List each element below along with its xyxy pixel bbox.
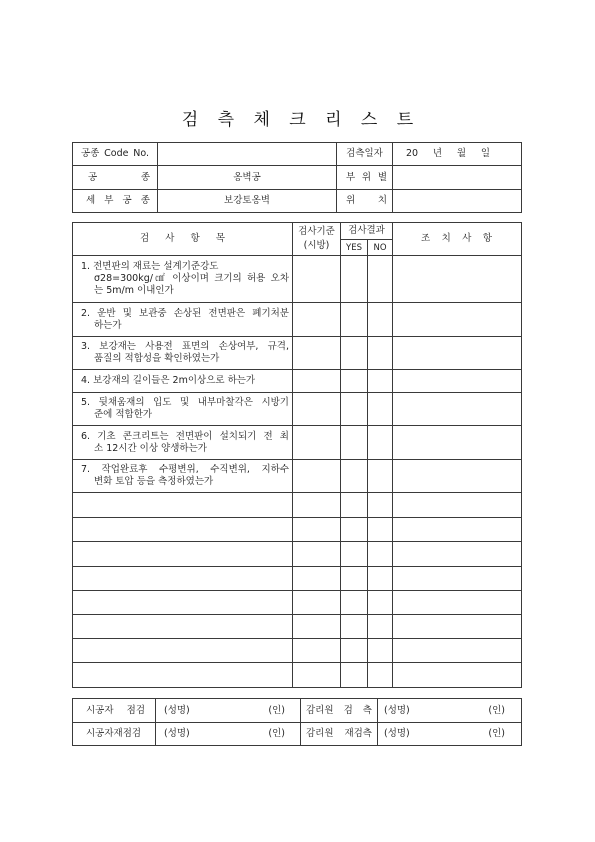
detail-work-type-label-cell — [73, 190, 158, 213]
blank-row — [73, 518, 522, 542]
action-cell — [393, 426, 522, 460]
criteria-cell — [293, 337, 341, 370]
inspection-item-cell — [73, 460, 293, 493]
action-cell — [393, 460, 522, 493]
supervisor-role: 감리원 재검측 — [306, 728, 372, 739]
criteria-cell — [293, 542, 341, 567]
location-value-cell — [393, 190, 522, 213]
no-cell — [368, 460, 393, 493]
criteria-header-cell — [293, 223, 341, 256]
inspection-item-cell — [73, 615, 293, 639]
criteria-cell — [293, 518, 341, 542]
action-cell — [393, 337, 522, 370]
work-code-label-cell — [73, 143, 158, 166]
action-cell — [393, 663, 522, 688]
supervisor-role: 감리원 검 측 — [306, 704, 372, 716]
inspection-item-line: 하는가 — [94, 319, 122, 331]
yes-cell — [341, 591, 368, 615]
part-label: 부 위 별 — [346, 171, 387, 183]
inspection-item-cell — [73, 337, 293, 370]
no-cell — [368, 393, 393, 426]
inspection-date-label-cell — [337, 143, 393, 166]
inspection-item-cell — [73, 639, 293, 663]
inspection-item-cell — [73, 426, 293, 460]
yes-cell — [341, 370, 368, 393]
blank-row — [73, 542, 522, 567]
supervisor-signature — [378, 705, 521, 717]
no-cell — [368, 370, 393, 393]
inspection-item-line: 변화 토압 등을 측정하였는가 — [94, 476, 214, 487]
signature-row — [73, 723, 522, 746]
blank-row — [73, 639, 522, 663]
contractor-signature — [156, 728, 300, 740]
detail-work-type-value-cell — [158, 190, 337, 213]
detail-work-type-value: 보강토옹벽 — [224, 195, 270, 206]
checklist-header-row — [73, 223, 522, 240]
inspection-item-cell — [73, 393, 293, 426]
criteria-cell — [293, 663, 341, 688]
work-type-value-cell — [158, 166, 337, 190]
yes-cell — [341, 337, 368, 370]
action-cell — [393, 542, 522, 567]
criteria-cell — [293, 615, 341, 639]
action-cell — [393, 518, 522, 542]
criteria-cell — [293, 639, 341, 663]
supervisor-role-cell — [301, 723, 378, 746]
inspection-item-line: 는 5m/m 이내인가 — [94, 285, 174, 296]
checklist-row — [73, 426, 522, 460]
name-placeholder: (성명) — [164, 728, 190, 739]
yes-cell — [341, 426, 368, 460]
inspection-item-line: 소 12시간 이상 양생하는가 — [94, 442, 207, 454]
work-type-label: 공 종 — [88, 171, 150, 183]
inspection-item-cell — [73, 663, 293, 688]
contractor-signature-cell — [156, 699, 301, 723]
no-cell — [368, 426, 393, 460]
no-cell — [368, 256, 393, 303]
action-cell — [393, 591, 522, 615]
contractor-signature-cell — [156, 723, 301, 746]
seal-placeholder: (인) — [268, 728, 285, 739]
blank-row — [73, 591, 522, 615]
checklist-table — [72, 222, 522, 688]
inspection-item-line: 6. 기초 콘크리트는 전면판이 설치되기 전 최 — [81, 430, 289, 442]
inspection-item-line: 품질의 적합성을 확인하였는가 — [94, 353, 220, 364]
part-label-cell — [337, 166, 393, 190]
checklist-row — [73, 370, 522, 393]
inspection-item-line: 1. 전면판의 재료는 설계기준강도 — [81, 261, 219, 272]
detail-work-type-label: 세 부 공 종 — [86, 195, 150, 206]
contractor-signature — [156, 705, 300, 717]
checklist-row — [73, 337, 522, 370]
location-label-cell — [337, 190, 393, 213]
inspection-item-cell — [73, 518, 293, 542]
inspection-item-cell — [73, 542, 293, 567]
no-header: NO — [373, 242, 387, 253]
yes-header: YES — [346, 242, 362, 253]
no-cell — [368, 663, 393, 688]
yes-cell — [341, 256, 368, 303]
inspection-date-value-cell — [393, 143, 522, 166]
supervisor-signature-cell — [378, 723, 522, 746]
info-row-code — [73, 143, 522, 166]
inspection-item-line: 5. 뒷채움재의 입도 및 내부마찰각은 시방기 — [81, 397, 289, 408]
action-cell — [393, 393, 522, 426]
signature-table — [72, 698, 522, 746]
contractor-role-cell — [73, 723, 156, 746]
action-cell — [393, 639, 522, 663]
yes-cell — [341, 639, 368, 663]
inspection-date-value: 20 년 월 일 — [406, 148, 490, 159]
action-cell — [393, 370, 522, 393]
no-cell — [368, 639, 393, 663]
name-placeholder: (성명) — [384, 728, 410, 739]
criteria-cell — [293, 493, 341, 518]
blank-row — [73, 615, 522, 639]
info-row-detail — [73, 190, 522, 213]
inspection-item-line: 준에 적합한가 — [94, 409, 153, 420]
action-cell — [393, 303, 522, 337]
action-cell — [393, 493, 522, 518]
work-type-label-cell — [73, 166, 158, 190]
part-value-cell — [393, 166, 522, 190]
location-label: 위 치 — [346, 195, 387, 206]
criteria-header-note: (시방) — [303, 240, 330, 251]
no-cell — [368, 518, 393, 542]
yes-cell — [341, 663, 368, 688]
work-code-label: 공종 Code No. — [81, 148, 149, 159]
action-header: 조 치 사 항 — [421, 233, 492, 244]
signature-row — [73, 699, 522, 723]
work-type-value: 옹벽공 — [233, 171, 261, 183]
inspection-item-cell — [73, 370, 293, 393]
blank-row — [73, 567, 522, 591]
no-cell — [368, 615, 393, 639]
yes-cell — [341, 493, 368, 518]
yes-cell — [341, 615, 368, 639]
action-cell — [393, 615, 522, 639]
criteria-cell — [293, 303, 341, 337]
yes-header-cell — [341, 240, 368, 256]
inspection-item-cell — [73, 591, 293, 615]
info-table — [72, 142, 522, 213]
criteria-cell — [293, 567, 341, 591]
no-cell — [368, 493, 393, 518]
work-code-value-cell — [158, 143, 337, 166]
blank-row — [73, 493, 522, 518]
checklist-row — [73, 303, 522, 337]
inspection-item-line: 7. 작업완료후 수평변위, 수직변위, 지하수 — [81, 464, 289, 475]
criteria-cell — [293, 426, 341, 460]
no-cell — [368, 567, 393, 591]
inspection-item-cell — [73, 303, 293, 337]
checklist-row — [73, 460, 522, 493]
action-cell — [393, 256, 522, 303]
action-cell — [393, 567, 522, 591]
criteria-cell — [293, 256, 341, 303]
no-cell — [368, 337, 393, 370]
checklist-row — [73, 256, 522, 303]
no-cell — [368, 303, 393, 337]
contractor-role-cell — [73, 699, 156, 723]
contractor-role: 시공자 점검 — [86, 704, 145, 716]
checklist-row — [73, 393, 522, 426]
criteria-cell — [293, 370, 341, 393]
item-header-cell — [73, 223, 293, 256]
yes-cell — [341, 393, 368, 426]
supervisor-signature-cell — [378, 699, 522, 723]
criteria-cell — [293, 460, 341, 493]
inspection-item-cell — [73, 567, 293, 591]
supervisor-role-cell — [301, 699, 378, 723]
inspection-item-line: 4. 보강재의 길이들은 2m이상으로 하는가 — [81, 375, 256, 386]
criteria-cell — [293, 591, 341, 615]
seal-placeholder: (인) — [268, 704, 285, 716]
name-placeholder: (성명) — [384, 704, 410, 716]
no-cell — [368, 591, 393, 615]
seal-placeholder: (인) — [488, 728, 505, 739]
contractor-role: 시공자재점검 — [86, 728, 142, 739]
item-header: 검 사 항 목 — [140, 233, 225, 244]
supervisor-signature — [378, 728, 521, 740]
yes-cell — [341, 303, 368, 337]
blank-row — [73, 663, 522, 688]
result-header-cell — [341, 223, 393, 240]
inspection-item-line: 3. 보강재는 사용전 표면의 손상여부, 규격, — [81, 341, 289, 352]
inspection-date-label: 검측일자 — [346, 148, 383, 159]
result-header: 검사결과 — [348, 225, 385, 236]
action-header-cell — [393, 223, 522, 256]
yes-cell — [341, 518, 368, 542]
criteria-header: 검사기준 — [298, 226, 335, 237]
yes-cell — [341, 567, 368, 591]
inspection-item-line: σ28=300kg/㎠ 이상이며 크기의 허용 오차 — [94, 273, 289, 284]
yes-cell — [341, 460, 368, 493]
seal-placeholder: (인) — [488, 704, 505, 716]
inspection-item-cell — [73, 493, 293, 518]
info-row-work-type — [73, 166, 522, 190]
inspection-item-line: 2. 운반 및 보관중 손상된 전면판은 폐기처분 — [81, 307, 289, 319]
criteria-cell — [293, 393, 341, 426]
no-header-cell — [368, 240, 393, 256]
document-title: 검 측 체 크 리 스 트 — [181, 110, 421, 130]
yes-cell — [341, 542, 368, 567]
name-placeholder: (성명) — [164, 704, 190, 716]
no-cell — [368, 542, 393, 567]
inspection-item-cell — [73, 256, 293, 303]
